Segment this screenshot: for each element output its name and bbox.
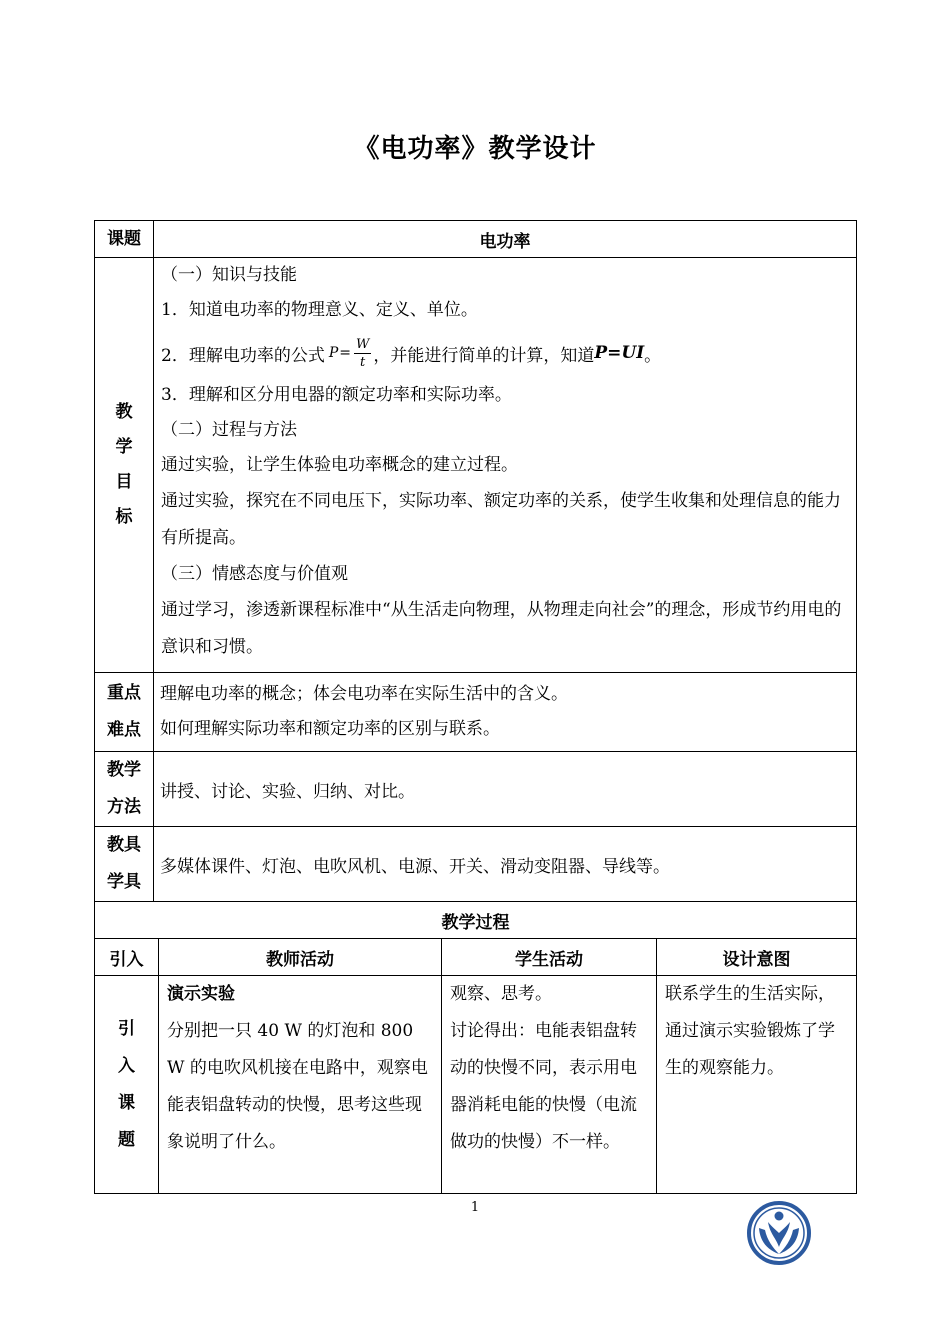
goal-attitude-1: 通过学习，渗透新课程标准中“从生活走向物理，从物理走向社会”的理念，形成节约用电的意识和习惯。 xyxy=(161,600,842,657)
goal-process-2: 通过实验，探究在不同电压下，实际功率、额定功率的关系，使学生收集和处理信息的能力有所提高。 xyxy=(161,491,841,548)
label-goals xyxy=(95,258,154,673)
label-tools-2: 学具 xyxy=(107,872,141,892)
row-tools xyxy=(95,827,857,902)
student-activity xyxy=(442,976,657,1194)
col-header-stage: 引入 xyxy=(95,939,159,976)
col-header-student: 学生活动 xyxy=(442,939,657,976)
formula-fraction xyxy=(354,336,371,371)
design-intent xyxy=(657,976,857,1194)
design-intent-text: 联系学生的生活实际，通过演示实验锻炼了学生的观察能力。 xyxy=(665,984,835,1078)
method-content: 讲授、讨论、实验、归纳、对比。 xyxy=(154,752,857,827)
student-activity-text-2: 讨论得出：电能表铝盘转动的快慢不同，表示用电器消耗电能的快慢（电流做功的快慢）不一样。 xyxy=(450,1021,637,1152)
goal-process-1: 通过实验，让学生体验电功率概念的建立过程。 xyxy=(161,455,518,475)
label-key: 重点 xyxy=(107,683,141,703)
row-method xyxy=(95,752,857,827)
goals-heading-process: （二）过程与方法 xyxy=(161,420,297,440)
col-header-intent: 设计意图 xyxy=(657,939,857,976)
label-goals-char: 学 xyxy=(115,437,133,457)
hands-cradling-figure-emblem-icon xyxy=(746,1200,812,1266)
label-goals-char: 标 xyxy=(115,507,133,527)
row-topic xyxy=(95,221,857,258)
row-key-points xyxy=(95,673,857,752)
row-process-header xyxy=(95,902,857,939)
label-method-1: 教学 xyxy=(107,760,141,780)
formula-denominator: t xyxy=(360,354,366,370)
label-tools xyxy=(95,827,154,902)
label-intro-char: 课 xyxy=(118,1092,135,1113)
goal-item-2-text: 2．理解电功率的公式 xyxy=(161,345,325,366)
key-point-2: 如何理解实际功率和额定功率的区别与联系。 xyxy=(160,719,500,739)
goal-item-2 xyxy=(161,328,849,378)
goal-item-2-end: 。 xyxy=(644,345,662,366)
topic-value: 电功率 xyxy=(154,221,857,258)
row-column-headers xyxy=(95,939,857,976)
goals-heading-attitude: （三）情感态度与价值观 xyxy=(161,564,348,584)
formula-p: P xyxy=(328,345,339,361)
tools-content: 多媒体课件、灯泡、电吹风机、电源、开关、滑动变阻器、导线等。 xyxy=(154,827,857,902)
student-activity-text-1: 观察、思考。 xyxy=(450,984,552,1004)
label-key-points xyxy=(95,673,154,752)
teacher-activity xyxy=(159,976,442,1194)
formula-numerator: W xyxy=(355,336,370,352)
row-intro xyxy=(95,976,857,1194)
row-goals xyxy=(95,258,857,673)
page-number: 1 xyxy=(470,1200,480,1215)
goals-content xyxy=(154,258,857,673)
label-method-2: 方法 xyxy=(107,797,141,817)
teacher-activity-title: 演示实验 xyxy=(167,984,235,1004)
label-goals-char: 目 xyxy=(115,472,133,492)
key-point-1: 理解电功率的概念；体会电功率在实际生活中的含义。 xyxy=(160,684,568,704)
document-title: 《电功率》教学设计 xyxy=(353,134,597,164)
col-header-teacher: 教师活动 xyxy=(159,939,442,976)
label-tools-1: 教具 xyxy=(107,835,141,855)
lesson-plan-table xyxy=(94,220,857,1194)
label-intro-char: 题 xyxy=(118,1129,135,1150)
process-header: 教学过程 xyxy=(95,902,857,939)
goal-item-2-text-after: ，并能进行简单的计算，知道 xyxy=(373,345,595,366)
label-method xyxy=(95,752,154,827)
goals-heading-knowledge: （一）知识与技能 xyxy=(161,265,297,285)
formula-equals: = xyxy=(339,345,351,361)
label-intro xyxy=(95,976,159,1194)
teacher-activity-text: 分别把一只 40 W 的灯泡和 800 W 的电吹风机接在电路中，观察电能表铝盘转动的快慢，思考这些现象说明了什么。 xyxy=(167,1021,428,1152)
label-intro-char: 引 xyxy=(118,1018,135,1039)
goal-item-1: 1．知道电功率的物理意义、定义、单位。 xyxy=(161,300,478,320)
label-topic: 课题 xyxy=(95,221,154,258)
key-points-content xyxy=(154,673,857,752)
formula-pui: P=UI xyxy=(594,343,645,363)
label-difficulty: 难点 xyxy=(107,720,141,740)
label-goals-char: 教 xyxy=(115,402,133,422)
label-intro-char: 入 xyxy=(118,1055,135,1076)
goal-item-3: 3．理解和区分用电器的额定功率和实际功率。 xyxy=(161,385,512,405)
